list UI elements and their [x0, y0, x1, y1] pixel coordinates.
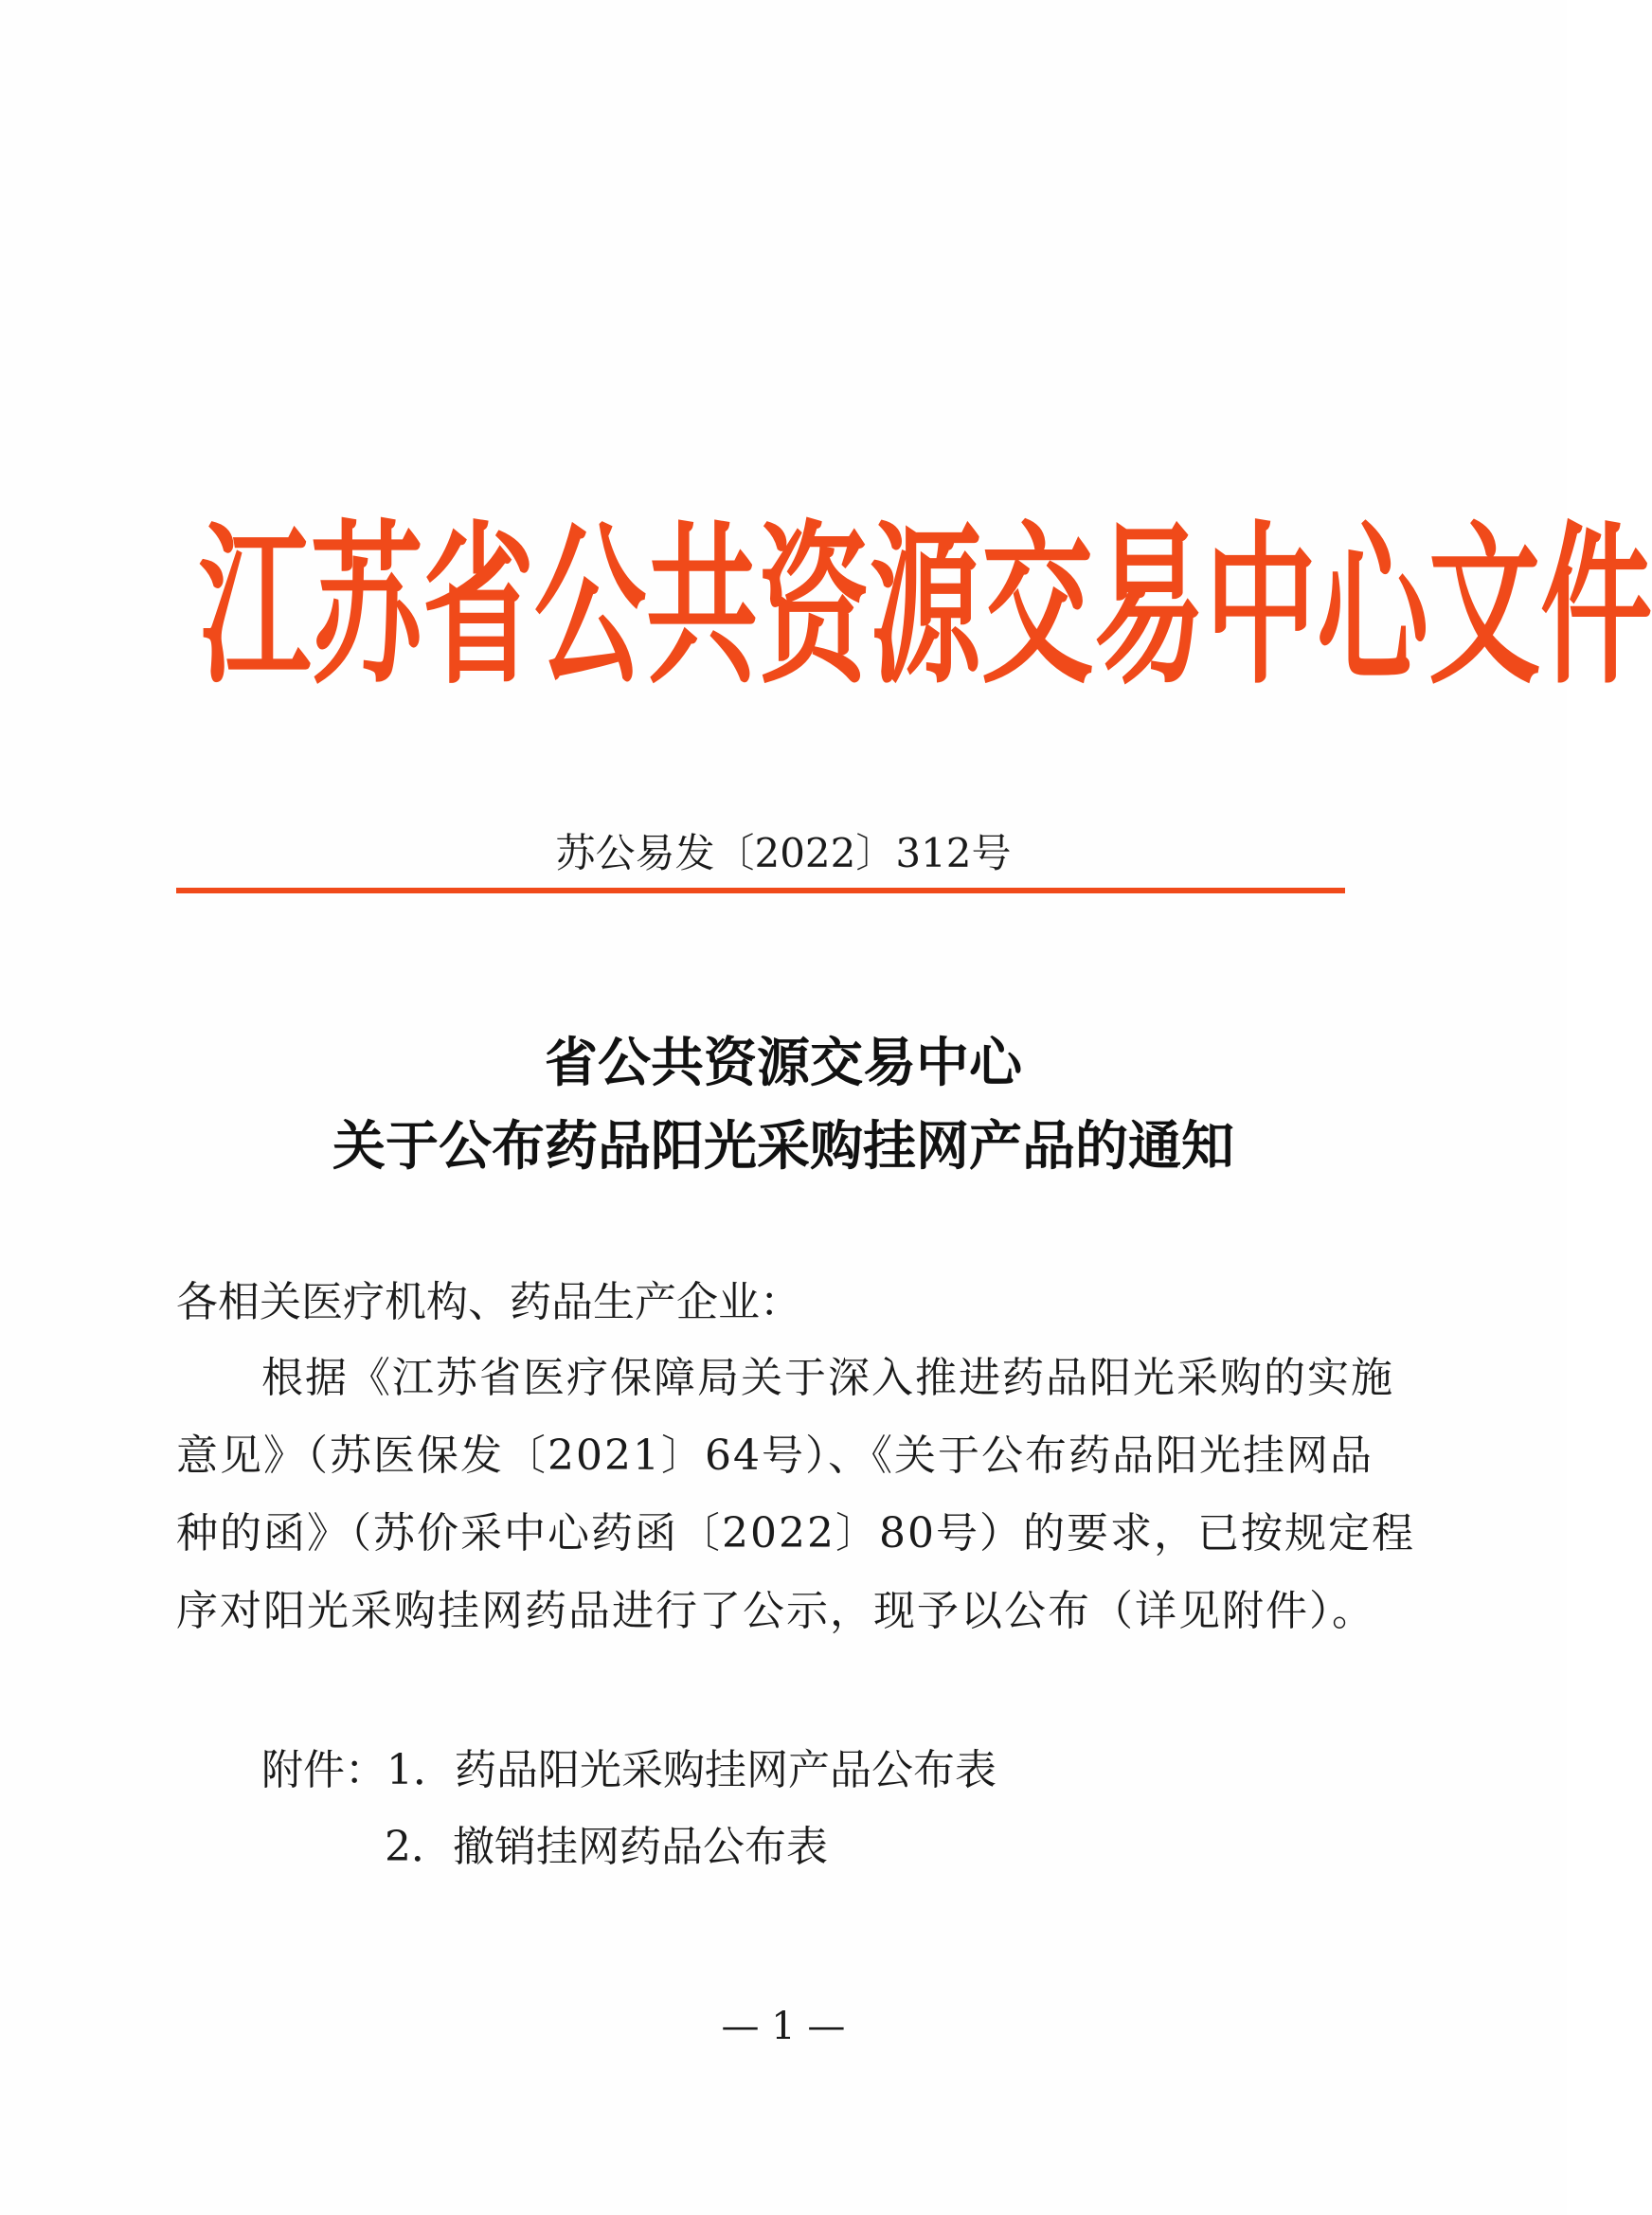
masthead-char: 苏: [311, 505, 423, 708]
masthead-char: 江: [199, 505, 312, 708]
paragraph-line: 序对阳光采购挂网药品进行了公示，现予以公布（详见附件）。: [176, 1587, 1375, 1635]
masthead-char: 件: [1540, 505, 1652, 708]
red-divider-line: [176, 888, 1345, 893]
masthead-char: 易: [1093, 505, 1206, 708]
masthead-char: 公: [534, 505, 647, 708]
paragraph-line: 意见》（苏医保发〔2021〕64号）、《关于公布药品阳光挂网品: [176, 1432, 1374, 1480]
document-number: 苏公易发〔2022〕312号: [555, 830, 1012, 876]
attachment-item-2: 2．撤销挂网药品公布表: [385, 1823, 828, 1871]
masthead-char: 中: [1205, 505, 1318, 708]
masthead-char: 交: [981, 505, 1094, 708]
page-number: — 1 —: [721, 2005, 846, 2048]
title-line-1: 省公共资源交易中心: [545, 1032, 1022, 1094]
title-line-2: 关于公布药品阳光采购挂网产品的通知: [332, 1115, 1234, 1178]
masthead-char: 资: [758, 505, 871, 708]
salutation: 各相关医疗机构、药品生产企业：: [176, 1278, 801, 1326]
masthead-char: 心: [1317, 505, 1429, 708]
paragraph-line: 种的函》（苏价采中心药函〔2022〕80号）的要求，已按规定程: [176, 1509, 1415, 1558]
attachment-item-1: 附件：1．药品阳光采购挂网产品公布表: [261, 1746, 997, 1794]
masthead-char: 共: [646, 505, 759, 708]
masthead-char: 省: [422, 505, 535, 708]
masthead-char: 文: [1428, 505, 1541, 708]
masthead-char: 源: [870, 505, 982, 708]
paragraph-line: 根据《江苏省医疗保障局关于深入推进药品阳光采购的实施: [261, 1354, 1394, 1402]
masthead-title: [199, 493, 1652, 720]
